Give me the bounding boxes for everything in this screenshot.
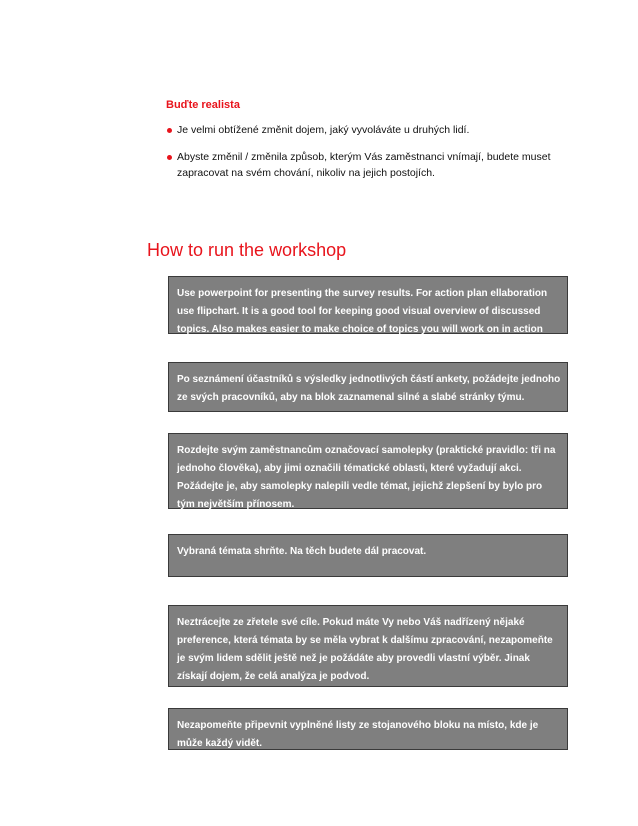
workshop-step-box xyxy=(168,708,568,750)
bullet-dot-icon xyxy=(167,128,172,133)
step-text: Rozdejte svým zaměstnancům označovací samolepky (praktické pravidlo: tři na jednoho člověka), aby jimi označili tématické oblasti, které vyžadují akci. Požádejte je, aby samolepky nalepili vedle témat, jejichž zlepšení by bylo pro tým největším přínosem. xyxy=(177,445,556,510)
workshop-step-box xyxy=(168,534,568,577)
step-text: Nezapomeňte připevnit vyplněné listy ze stojanového bloku na místo, kde je může každý vidět. xyxy=(177,720,539,749)
realist-bullet-list xyxy=(166,122,586,192)
bullet-dot-icon xyxy=(167,155,172,160)
bullet-text: Je velmi obtížené změnit dojem, jaký vyvoláváte u druhých lidí. xyxy=(177,124,470,136)
step-text: Neztrácejte ze zřetele své cíle. Pokud máte Vy nebo Váš nadřízený nějaké preference, která témata by se měla vybrat k dalšímu zpracování, nezapomeňte je svým lidem sdělit ještě než je požádáte aby provedli vlastní výběr. Jinak získají dojem, že celá analýza je podvod. xyxy=(177,617,553,682)
bullet-item xyxy=(166,149,586,181)
realist-heading: Buďte realista xyxy=(166,99,240,111)
step-text: Po seznámení účastníků s výsledky jednotlivých částí ankety, požádejte jednoho ze svých pracovníků, aby na blok zaznamenal silné a slabé stránky týmu. xyxy=(177,374,561,403)
step-text: Use powerpoint for presenting the survey results. For action plan ellaboration use flipchart. It is a good tool for keeping good visual overview of discussed topics. Also makes easier to make choice of topics you will work on in action plan xyxy=(177,288,548,353)
workshop-step-box xyxy=(168,362,568,412)
step-text: Vybraná témata shrňte. Na těch budete dál pracovat. xyxy=(177,546,427,557)
workshop-step-box xyxy=(168,276,568,353)
bullet-text: Abyste změnil / změnila způsob, kterým Vás zaměstnanci vnímají, budete muset zapracovat na svém chování, nikoliv na jejich postojích. xyxy=(177,151,551,179)
bullet-item xyxy=(166,122,586,138)
workshop-step-box xyxy=(168,605,568,687)
workshop-step-box xyxy=(168,433,568,509)
section-title: How to run the workshop xyxy=(147,240,347,260)
